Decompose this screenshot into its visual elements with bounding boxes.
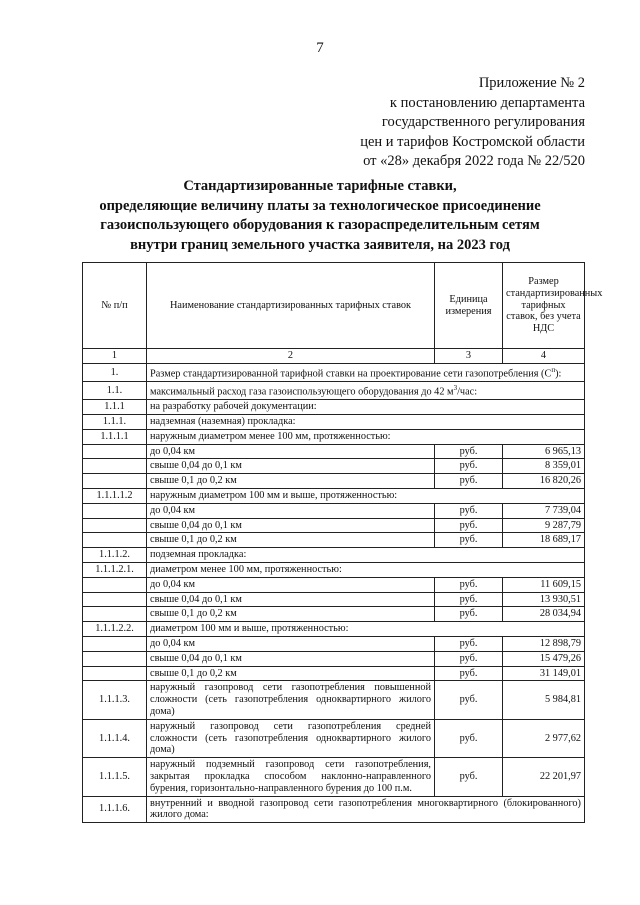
table-row (83, 459, 585, 474)
table-row (83, 758, 585, 796)
row-name (147, 363, 585, 381)
row-value: 5 984,81 (503, 681, 585, 719)
row-number (83, 444, 147, 459)
row-number: 1.1. (83, 382, 147, 400)
row-number: 1.1.1.1.2 (83, 489, 147, 504)
col-number: 2 (147, 349, 435, 364)
row-name-text: свыше 0,1 до 0,2 км (150, 667, 237, 679)
table-row (83, 719, 585, 757)
row-name-text: свыше 0,1 до 0,2 км (150, 608, 237, 620)
appendix-line: государственного регулирования (381, 114, 585, 130)
table-row (83, 651, 585, 666)
table-row (83, 681, 585, 719)
row-number (83, 636, 147, 651)
page-number: 7 (316, 40, 324, 56)
row-value: 28 034,94 (503, 607, 585, 622)
row-name (147, 577, 435, 592)
row-value: 11 609,15 (503, 577, 585, 592)
row-number: 1.1.1. (83, 415, 147, 430)
row-number: 1.1.1.3. (83, 681, 147, 719)
row-name (147, 459, 435, 474)
row-name-tail: ): (555, 368, 562, 380)
row-unit: руб. (435, 503, 503, 518)
row-name-text: до 0,04 км (150, 504, 196, 516)
row-unit: руб. (435, 681, 503, 719)
row-name-tail: /час: (457, 386, 478, 398)
title-line: газоиспользующего оборудования к газораспределительным сетям (100, 217, 540, 233)
tariff-table (82, 262, 603, 823)
row-number: 1.1.1.5. (83, 758, 147, 796)
row-number (83, 533, 147, 548)
row-number (83, 651, 147, 666)
row-name (147, 382, 585, 400)
row-unit: руб. (435, 444, 503, 459)
row-value: 8 359,01 (503, 459, 585, 474)
row-name-text: свыше 0,04 до 0,1 км (150, 460, 242, 472)
row-number: 1.1.1.6. (83, 796, 147, 823)
table-row (83, 489, 585, 504)
row-number (83, 607, 147, 622)
table-row (83, 592, 585, 607)
appendix-line: от «28» декабря 2022 года № 22/520 (363, 153, 585, 169)
row-name (147, 592, 435, 607)
row-number (83, 518, 147, 533)
row-number: 1.1.1.2.1. (83, 563, 147, 578)
title-line: Стандартизированные тарифные ставки, (183, 178, 457, 194)
table-row (83, 622, 585, 637)
row-name-text: до 0,04 км (150, 578, 196, 590)
row-number (83, 459, 147, 474)
row-value: 2 977,62 (503, 719, 585, 757)
row-name-text: надземная (наземная) прокладка: (150, 416, 296, 428)
table-row (83, 548, 585, 563)
row-name (147, 503, 435, 518)
row-number: 1.1.1.2. (83, 548, 147, 563)
row-value: 12 898,79 (503, 636, 585, 651)
row-value: 31 149,01 (503, 666, 585, 681)
row-value: 16 820,26 (503, 474, 585, 489)
row-name-text: свыше 0,04 до 0,1 км (150, 519, 242, 531)
row-name-text: максимальный расход газа газоиспользующего оборудования до 42 м (150, 386, 454, 398)
row-number (83, 503, 147, 518)
table-row (83, 503, 585, 518)
row-number: 1.1.1 (83, 400, 147, 415)
row-name-text: наружным диаметром 100 мм и выше, протяженностью: (150, 490, 398, 502)
row-name (147, 548, 585, 563)
row-name (147, 563, 585, 578)
row-number (83, 666, 147, 681)
row-name (147, 518, 435, 533)
document-title (80, 177, 560, 255)
row-unit: руб. (435, 518, 503, 533)
header-num: № п/п (83, 263, 147, 349)
table-row (83, 666, 585, 681)
row-name-text: Размер стандартизированной тарифной ставки на проектирование сети газопотребления (С (150, 368, 552, 380)
row-name-text: диаметром менее 100 мм, протяженностью: (150, 564, 342, 575)
row-name-text: наружный газопровод сети газопотребления повышенной сложности (сеть газопотребления одноквартирного жилого дома) (150, 682, 431, 717)
row-number: 1. (83, 363, 147, 381)
row-name-text: наружный газопровод сети газопотребления средней сложности (сеть газопотребления одноквартирного жилого дома) (150, 720, 431, 756)
row-name (147, 681, 435, 719)
row-name-superscript: 3 (453, 384, 458, 393)
row-name (147, 636, 435, 651)
row-name (147, 622, 585, 637)
row-value: 9 287,79 (503, 518, 585, 533)
row-unit: руб. (435, 474, 503, 489)
row-name-text: свыше 0,04 до 0,1 км (150, 652, 242, 664)
row-name-superscript: п (551, 365, 556, 374)
row-unit: руб. (435, 592, 503, 607)
row-unit: руб. (435, 607, 503, 622)
row-value: 7 739,04 (503, 503, 585, 518)
table-row (83, 563, 585, 578)
row-name (147, 474, 435, 489)
table-row (83, 474, 585, 489)
row-name (147, 719, 435, 757)
row-name (147, 796, 585, 823)
row-name (147, 607, 435, 622)
row-name-text: до 0,04 км (150, 445, 196, 457)
row-unit: руб. (435, 533, 503, 548)
row-name-text: свыше 0,1 до 0,2 км (150, 534, 237, 546)
table-row (83, 518, 585, 533)
row-name (147, 666, 435, 681)
row-name-text: наружным диаметром менее 100 мм, протяженностью: (150, 430, 391, 442)
row-name-text: свыше 0,04 до 0,1 км (150, 593, 242, 605)
header-name: Наименование стандартизированных тарифных ставок (147, 263, 435, 349)
row-number: 1.1.1.4. (83, 719, 147, 757)
row-unit: руб. (435, 666, 503, 681)
col-number: 3 (435, 349, 503, 364)
table-row (83, 429, 585, 444)
row-name-text: наружный подземный газопровод сети газопотребления, закрытая прокладка способом наклонно-направленного бурения, горизонтально-направленного бурения до 100 п.м. (150, 759, 431, 794)
row-number (83, 474, 147, 489)
table-row (83, 577, 585, 592)
appendix-line: Приложение № 2 (478, 75, 585, 91)
row-value: 18 689,17 (503, 533, 585, 548)
header-unit: Единица измерения (435, 263, 503, 349)
row-unit: руб. (435, 577, 503, 592)
row-unit: руб. (435, 651, 503, 666)
row-name-text: внутренний и вводной газопровод сети газопотребления многоквартирного (блокированного) жилого дома: (150, 797, 581, 821)
row-unit: руб. (435, 719, 503, 757)
row-number: 1.1.1.1 (83, 429, 147, 444)
appendix-line: к постановлению департамента (389, 94, 585, 111)
table-row (83, 636, 585, 651)
row-number (83, 577, 147, 592)
row-name (147, 429, 585, 444)
col-number: 1 (83, 349, 147, 364)
row-name (147, 400, 585, 415)
row-name (147, 758, 435, 796)
row-unit: руб. (435, 636, 503, 651)
row-value: 13 930,51 (503, 592, 585, 607)
title-line: определяющие величину платы за технологическое присоединение (99, 197, 541, 214)
table-header-row (83, 263, 585, 349)
row-number (83, 592, 147, 607)
appendix-line: цен и тарифов Костромской области (360, 133, 585, 150)
table-row (83, 444, 585, 459)
table-row (83, 796, 585, 823)
row-name-text: на разработку рабочей документации: (150, 401, 317, 413)
row-name (147, 489, 585, 504)
row-name-text: диаметром 100 мм и выше, протяженностью: (150, 623, 349, 635)
table-row (83, 533, 585, 548)
row-name-text: подземная прокладка: (150, 549, 247, 561)
col-number: 4 (503, 349, 585, 364)
table-row (83, 363, 585, 381)
row-unit: руб. (435, 459, 503, 474)
table-row (83, 415, 585, 430)
row-name (147, 415, 585, 430)
row-value: 6 965,13 (503, 444, 585, 459)
row-name (147, 651, 435, 666)
header-size: Размер стандартизированных тарифных ставок, без учета НДС (503, 263, 585, 349)
row-name (147, 444, 435, 459)
row-number: 1.1.1.2.2. (83, 622, 147, 637)
row-unit: руб. (435, 758, 503, 796)
row-name-text: свыше 0,1 до 0,2 км (150, 475, 237, 487)
column-number-row (83, 349, 585, 364)
row-name-text: до 0,04 км (150, 637, 196, 649)
row-value: 22 201,97 (503, 758, 585, 796)
table-row (83, 400, 585, 415)
table-row (83, 382, 585, 400)
appendix-block (265, 74, 585, 172)
title-line: внутри границ земельного участка заявителя, на 2023 год (130, 236, 510, 253)
table-row (83, 607, 585, 622)
row-name (147, 533, 435, 548)
row-value: 15 479,26 (503, 651, 585, 666)
